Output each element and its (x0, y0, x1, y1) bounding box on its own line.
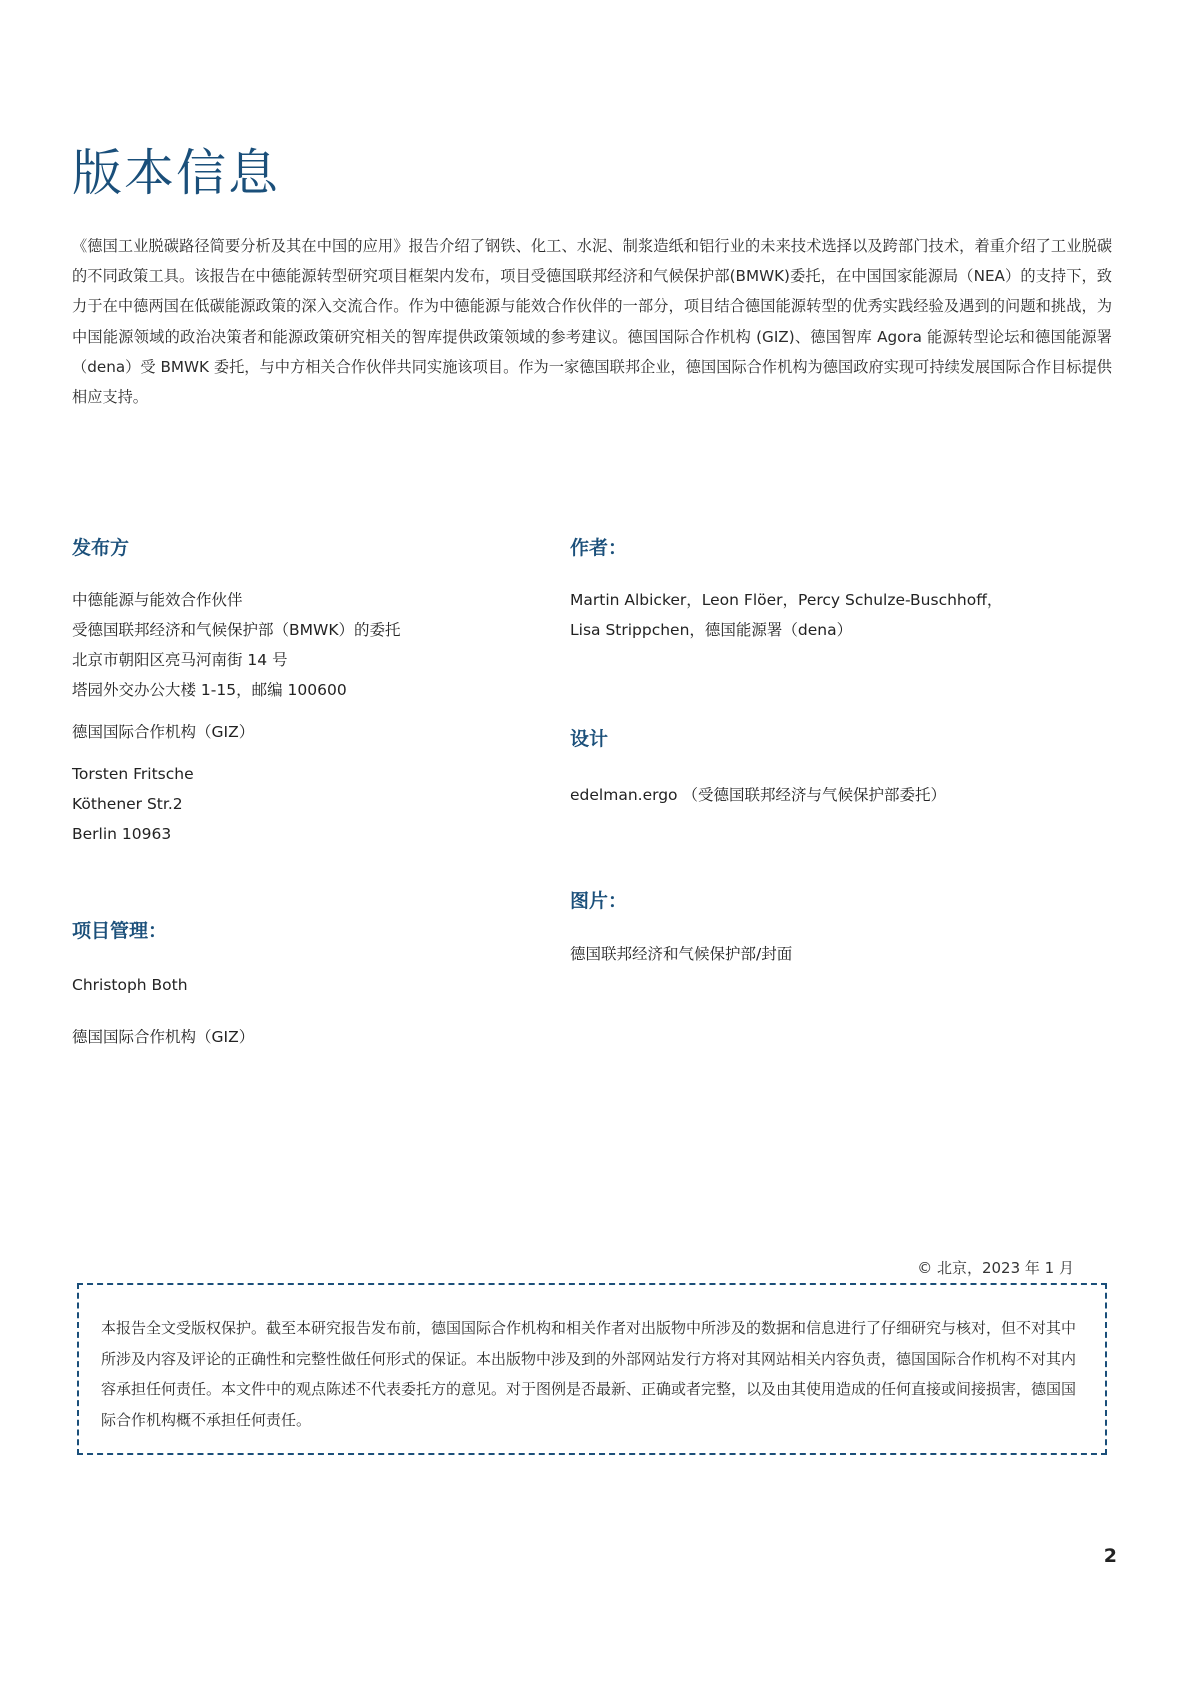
publisher-line: 受德国联邦经济和气候保护部（BMWK）的委托 (72, 621, 401, 639)
design-heading: 设计 (570, 728, 609, 750)
publisher-address-line: Torsten Fritsche (72, 765, 194, 783)
authors-line: Lisa Strippchen，德国能源署（dena） (570, 621, 853, 639)
project-management-heading: 项目管理： (72, 920, 168, 942)
publisher-org: 德国国际合作机构（GIZ） (72, 723, 255, 741)
publisher-line: 北京市朝阳区亮马河南街 14 号 (72, 651, 288, 669)
publisher-line: 中德能源与能效合作伙伴 (72, 591, 243, 609)
publisher-address-line: Köthener Str.2 (72, 795, 183, 813)
publisher-heading: 发布方 (72, 537, 130, 559)
publisher-line: 塔园外交办公大楼 1-15，邮编 100600 (72, 681, 347, 699)
page-title: 版本信息 (72, 144, 280, 202)
authors-line: Martin Albicker，Leon Flöer，Percy Schulze-Buschhoff， (570, 591, 1003, 609)
pictures-text: 德国联邦经济和气候保护部/封面 (570, 945, 793, 963)
authors-heading: 作者： (570, 537, 628, 559)
publisher-address-line: Berlin 10963 (72, 825, 172, 843)
copyright-notice: © 北京，2023 年 1 月 (917, 1259, 1074, 1277)
design-text: edelman.ergo （受德国联邦经济与气候保护部委托） (570, 786, 946, 804)
project-manager-org: 德国国际合作机构（GIZ） (72, 1028, 255, 1046)
disclaimer-box (77, 1283, 1107, 1455)
pictures-heading: 图片： (570, 890, 628, 912)
page-number: 2 (1103, 1545, 1117, 1567)
intro-paragraph: 《德国工业脱碳路径简要分析及其在中国的应用》报告介绍了钢铁、化工、水泥、制浆造纸和铝行业的未来技术选择以及跨部门技术，着重介绍了工业脱碳的不同政策工具。该报告在中德能源转型研究项目框架内发布，项目受德国联邦经济和气候保护部(BMWK)委托，在中国国家能源局（NEA）的支持下，致力于在中德两国在低碳能源政策的深入交流合作。作为中德能源与能效合作伙伴的一部分，项目结合德国能源转型的优秀实践经验及遇到的问题和挑战，为中国能源领域的政治决策者和能源政策研究相关的智库提供政策领域的参考建议。德国国际合作机构 (GIZ)、德国智库 Agora 能源转型论坛和德国能源署（dena）受 BMWK 委托，与中方相关合作伙伴共同实施该项目。作为一家德国联邦企业，德国国际合作机构为德国政府实现可持续发展国际合作目标提供相应支持。 (72, 237, 1112, 407)
project-manager-name: Christoph Both (72, 976, 188, 994)
disclaimer-text: 本报告全文受版权保护。截至本研究报告发布前，德国国际合作机构和相关作者对出版物中所涉及的数据和信息进行了仔细研究与核对，但不对其中所涉及内容及评论的正确性和完整性做任何形式的保证。本出版物中涉及到的外部网站发行方将对其网站相关内容负责，德国国际合作机构不对其内容承担任何责任。本文件中的观点陈述不代表委托方的意见。对于图例是否最新、正确或者完整，以及由其使用造成的任何直接或间接损害，德国国际合作机构概不承担任何责任。 (101, 1319, 1077, 1429)
